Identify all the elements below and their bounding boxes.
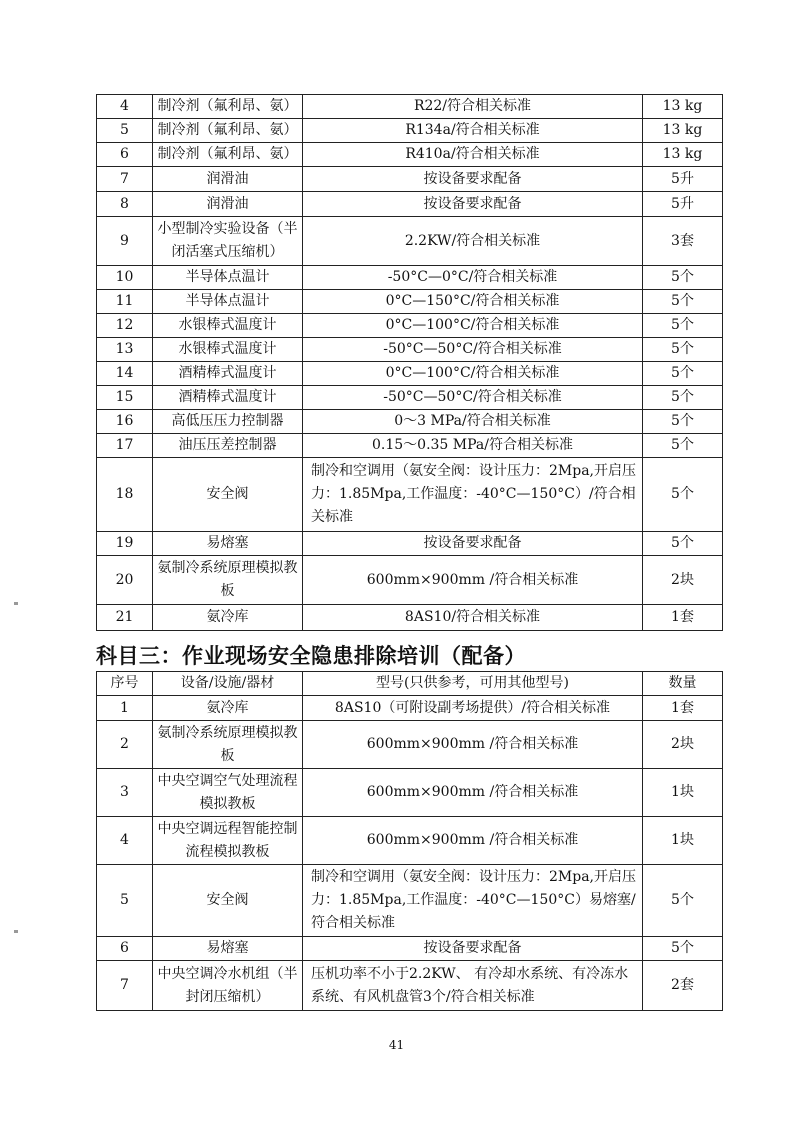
- scan-mark: [14, 930, 18, 933]
- row-number: 16: [97, 410, 153, 434]
- row-number: 9: [97, 217, 153, 266]
- row-number: 14: [97, 362, 153, 386]
- item-quantity: 5个: [643, 532, 723, 556]
- item-spec: 8AS10/符合相关标准: [303, 605, 643, 631]
- item-quantity: 3套: [643, 217, 723, 266]
- item-name: 油压压差控制器: [153, 434, 303, 458]
- row-number: 15: [97, 386, 153, 410]
- item-name: 酒精棒式温度计: [153, 362, 303, 386]
- item-name: 半导体点温计: [153, 266, 303, 290]
- column-header-spec: 型号(只供参考，可用其他型号): [303, 672, 643, 696]
- row-number: 3: [97, 769, 153, 817]
- table-row: [97, 721, 723, 769]
- item-spec: 0°C—150°C/符合相关标准: [303, 290, 643, 314]
- item-quantity: 5个: [643, 865, 723, 937]
- item-name: 易熔塞: [153, 532, 303, 556]
- row-number: 7: [97, 167, 153, 192]
- item-quantity: 5个: [643, 937, 723, 961]
- row-number: 1: [97, 696, 153, 721]
- table-row: [97, 338, 723, 362]
- item-spec: 按设备要求配备: [303, 167, 643, 192]
- item-name: 水银棒式温度计: [153, 338, 303, 362]
- item-quantity: 5个: [643, 386, 723, 410]
- table-row: [97, 143, 723, 167]
- row-number: 6: [97, 143, 153, 167]
- table-row: [97, 937, 723, 961]
- row-number: 4: [97, 817, 153, 865]
- row-number: 6: [97, 937, 153, 961]
- item-name: 酒精棒式温度计: [153, 386, 303, 410]
- item-quantity: 2块: [643, 721, 723, 769]
- item-spec: -50°C—50°C/符合相关标准: [303, 386, 643, 410]
- row-number: 13: [97, 338, 153, 362]
- row-number: 20: [97, 556, 153, 605]
- table-row: [97, 532, 723, 556]
- column-header-quantity: 数量: [643, 672, 723, 696]
- item-spec: 0°C—100°C/符合相关标准: [303, 362, 643, 386]
- item-name: 水银棒式温度计: [153, 314, 303, 338]
- table-row: [97, 167, 723, 192]
- item-quantity: 1块: [643, 817, 723, 865]
- item-quantity: 1块: [643, 769, 723, 817]
- item-quantity: 5升: [643, 192, 723, 217]
- item-name: 氨冷库: [153, 696, 303, 721]
- row-number: 4: [97, 95, 153, 119]
- item-spec: 0～3 MPa/符合相关标准: [303, 410, 643, 434]
- item-spec: 600mm×900mm /符合相关标准: [303, 721, 643, 769]
- row-number: 11: [97, 290, 153, 314]
- item-spec: R134a/符合相关标准: [303, 119, 643, 143]
- table-row: [97, 556, 723, 605]
- item-name: 小型制冷实验设备（半闭活塞式压缩机）: [153, 217, 303, 266]
- item-quantity: 5个: [643, 458, 723, 532]
- item-spec: 按设备要求配备: [303, 937, 643, 961]
- item-quantity: 5个: [643, 314, 723, 338]
- item-name: 高低压压力控制器: [153, 410, 303, 434]
- table-row: [97, 769, 723, 817]
- row-number: 18: [97, 458, 153, 532]
- row-number: 8: [97, 192, 153, 217]
- row-number: 5: [97, 119, 153, 143]
- table-row: [97, 266, 723, 290]
- item-name: 制冷剂（氟利昂、氨）: [153, 95, 303, 119]
- item-quantity: 13 kg: [643, 95, 723, 119]
- item-quantity: 5个: [643, 290, 723, 314]
- item-spec: 按设备要求配备: [303, 192, 643, 217]
- item-name: 氨制冷系统原理模拟教板: [153, 556, 303, 605]
- item-spec: 600mm×900mm /符合相关标准: [303, 769, 643, 817]
- item-quantity: 5个: [643, 434, 723, 458]
- item-spec: 制冷和空调用（氨安全阀：设计压力：2Mpa,开启压力：1.85Mpa,工作温度：-40°C—150°C）/符合相关标准: [303, 458, 643, 532]
- item-spec: 0°C—100°C/符合相关标准: [303, 314, 643, 338]
- row-number: 19: [97, 532, 153, 556]
- row-number: 12: [97, 314, 153, 338]
- item-name: 氨冷库: [153, 605, 303, 631]
- item-spec: 8AS10（可附设副考场提供）/符合相关标准: [303, 696, 643, 721]
- row-number: 2: [97, 721, 153, 769]
- item-name: 润滑油: [153, 167, 303, 192]
- table-row: [97, 961, 723, 1011]
- item-quantity: 13 kg: [643, 119, 723, 143]
- item-name: 润滑油: [153, 192, 303, 217]
- table-header-row: [97, 672, 723, 696]
- item-quantity: 2块: [643, 556, 723, 605]
- item-quantity: 1套: [643, 605, 723, 631]
- item-spec: R410a/符合相关标准: [303, 143, 643, 167]
- row-number: 17: [97, 434, 153, 458]
- table-row: [97, 217, 723, 266]
- item-name: 制冷剂（氟利昂、氨）: [153, 143, 303, 167]
- row-number: 10: [97, 266, 153, 290]
- table-row: [97, 605, 723, 631]
- row-number: 5: [97, 865, 153, 937]
- item-quantity: 5个: [643, 266, 723, 290]
- table-row: [97, 410, 723, 434]
- table-row: [97, 865, 723, 937]
- table-row: [97, 314, 723, 338]
- item-quantity: 1套: [643, 696, 723, 721]
- equipment-table-section3: [96, 671, 723, 1011]
- row-number: 7: [97, 961, 153, 1011]
- table-row: [97, 817, 723, 865]
- item-spec: -50°C—0°C/符合相关标准: [303, 266, 643, 290]
- table-row: [97, 95, 723, 119]
- item-quantity: 5升: [643, 167, 723, 192]
- item-name: 中央空调空气处理流程模拟教板: [153, 769, 303, 817]
- item-name: 氨制冷系统原理模拟教板: [153, 721, 303, 769]
- item-name: 安全阀: [153, 865, 303, 937]
- item-spec: 600mm×900mm /符合相关标准: [303, 556, 643, 605]
- table-row: [97, 434, 723, 458]
- item-spec: 制冷和空调用（氨安全阀：设计压力：2Mpa,开启压力：1.85Mpa,工作温度：-40°C—150°C）易熔塞/符合相关标准: [303, 865, 643, 937]
- equipment-table-continued: [96, 94, 723, 631]
- table-row: [97, 362, 723, 386]
- item-name: 制冷剂（氟利昂、氨）: [153, 119, 303, 143]
- item-spec: 0.15～0.35 MPa/符合相关标准: [303, 434, 643, 458]
- table-row: [97, 386, 723, 410]
- item-spec: -50°C—50°C/符合相关标准: [303, 338, 643, 362]
- item-spec: R22/符合相关标准: [303, 95, 643, 119]
- section-title: 科目三：作业现场安全隐患排除培训（配备）: [96, 643, 526, 668]
- item-quantity: 5个: [643, 410, 723, 434]
- item-name: 半导体点温计: [153, 290, 303, 314]
- item-name: 中央空调冷水机组（半封闭压缩机）: [153, 961, 303, 1011]
- item-spec: 2.2KW/符合相关标准: [303, 217, 643, 266]
- row-number: 21: [97, 605, 153, 631]
- item-name: 易熔塞: [153, 937, 303, 961]
- column-header-number: 序号: [97, 672, 153, 696]
- item-spec: 600mm×900mm /符合相关标准: [303, 817, 643, 865]
- scan-mark: [14, 602, 18, 605]
- page-number: 41: [388, 1038, 405, 1052]
- item-name: 安全阀: [153, 458, 303, 532]
- table-row: [97, 119, 723, 143]
- item-quantity: 2套: [643, 961, 723, 1011]
- item-quantity: 5个: [643, 338, 723, 362]
- table-row: [97, 696, 723, 721]
- table-row: [97, 192, 723, 217]
- item-spec: 按设备要求配备: [303, 532, 643, 556]
- item-quantity: 5个: [643, 362, 723, 386]
- table-row: [97, 290, 723, 314]
- item-quantity: 13 kg: [643, 143, 723, 167]
- table-row: [97, 458, 723, 532]
- item-name: 中央空调远程智能控制流程模拟教板: [153, 817, 303, 865]
- item-spec: 压机功率不小于2.2KW、 有冷却水系统、有冷冻水系统、有风机盘管3个/符合相关标准: [303, 961, 643, 1011]
- column-header-name: 设备/设施/器材: [153, 672, 303, 696]
